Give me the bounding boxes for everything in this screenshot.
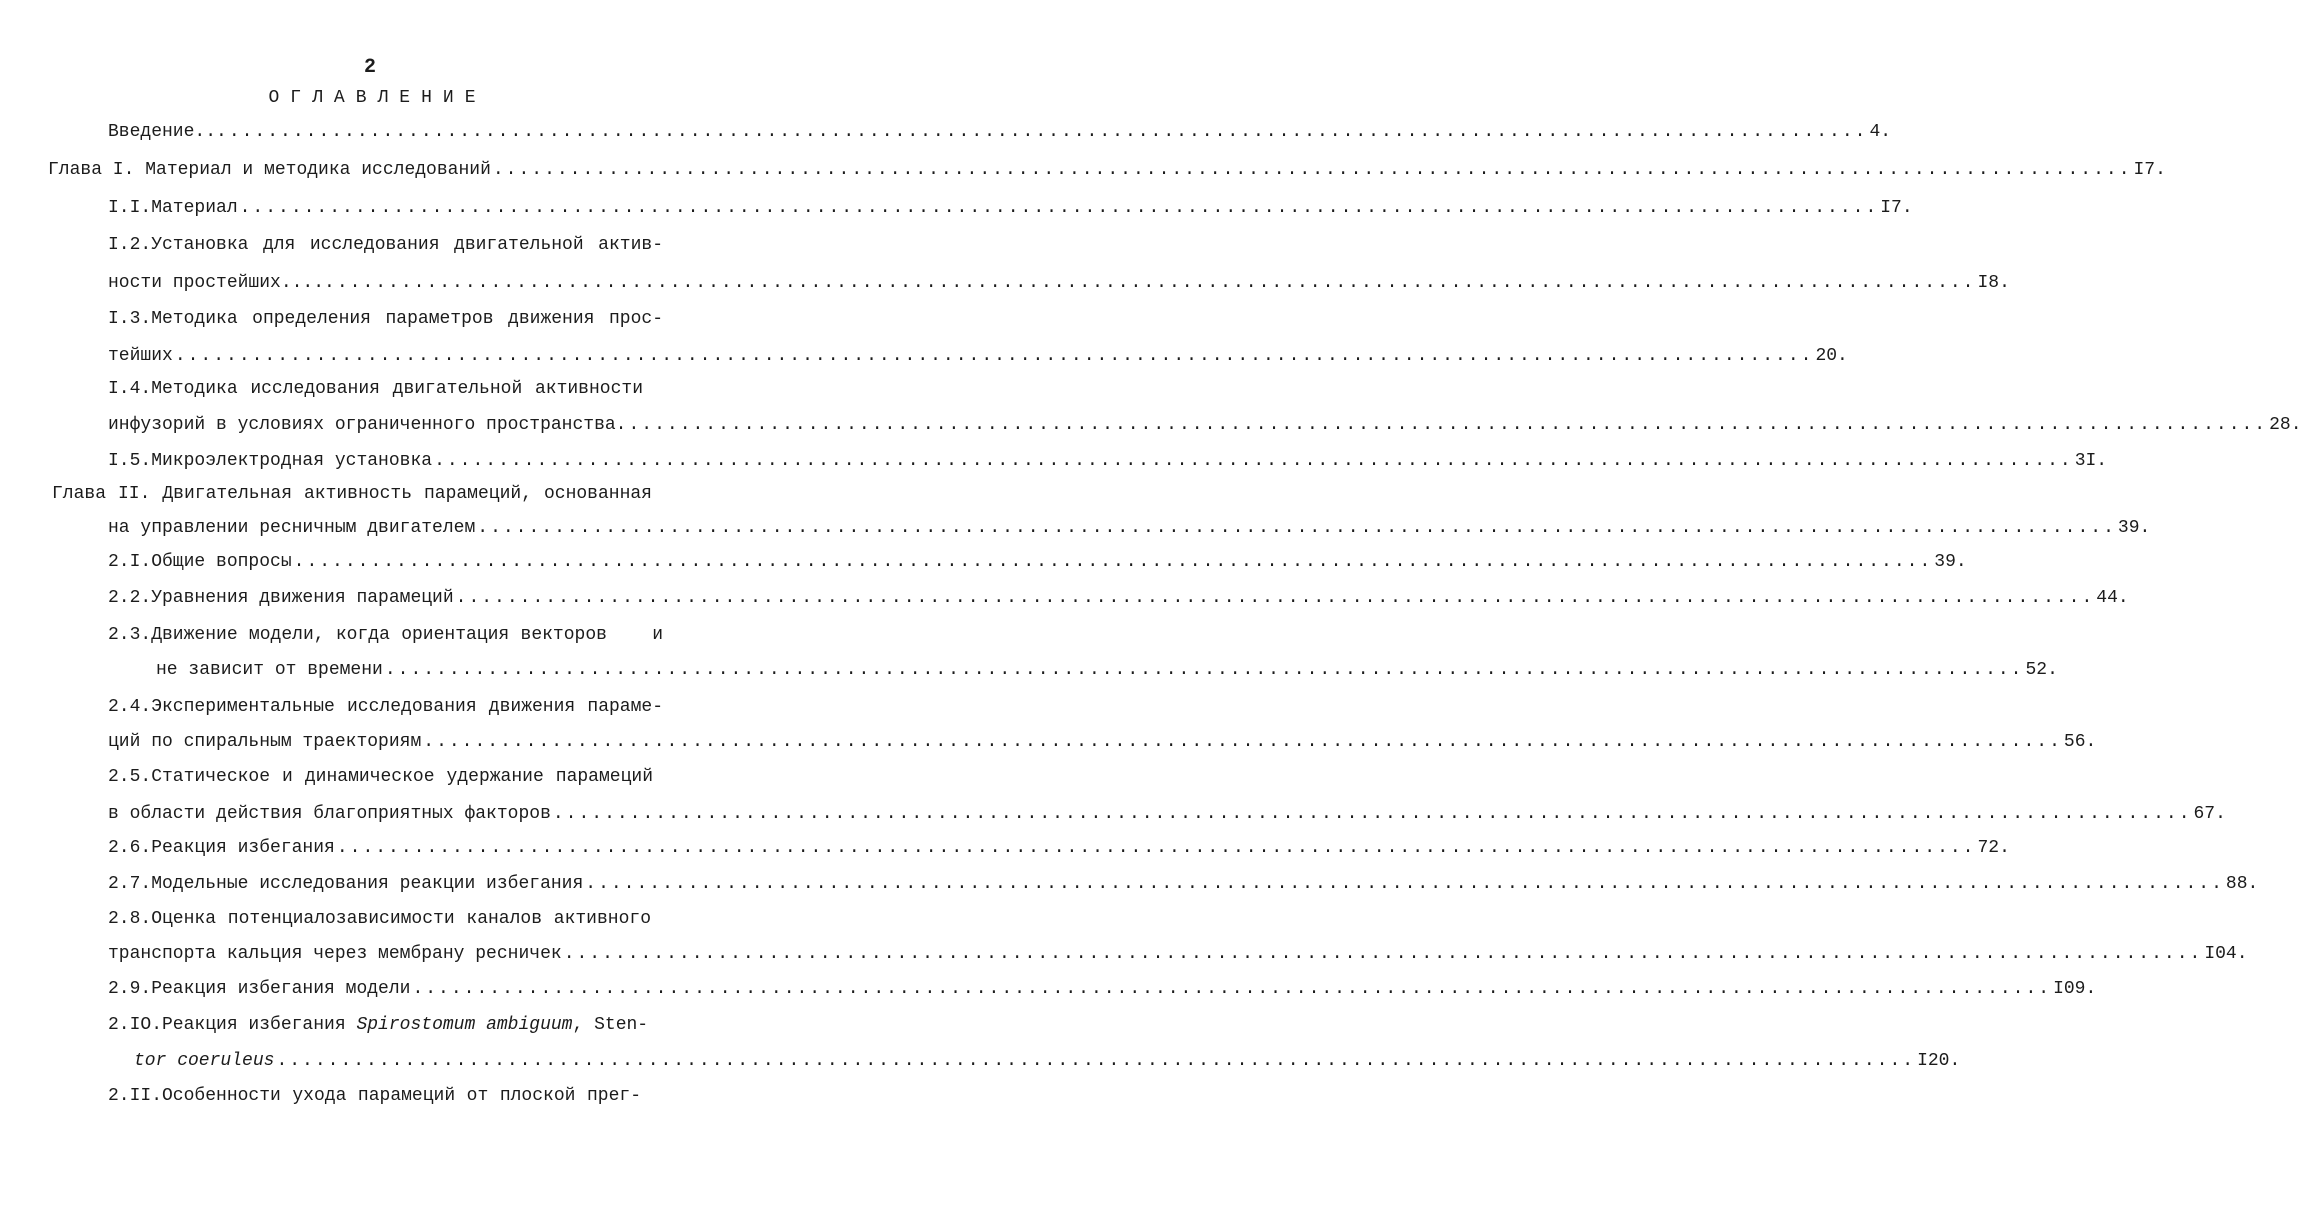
toc-entry-1-2-cont[interactable] [108, 265, 2010, 301]
dot-leader: ................................................................................................................................ [434, 451, 2073, 471]
toc-entry-2-11[interactable] [108, 1078, 641, 1114]
toc-entry-page: I20. [1917, 1051, 1961, 1071]
toc-entry-title: I.2.Установка для исследования двигательной актив- [108, 235, 663, 255]
toc-entry-1-3-cont[interactable] [108, 338, 1848, 374]
toc-entry-title: 2.7.Модельные исследования реакции избегания [108, 874, 584, 894]
toc-entry-page: I7. [2133, 160, 2166, 180]
toc-entry-title: 2.I.Общие вопросы [108, 552, 292, 572]
toc-entry-title: Введение... [108, 122, 227, 142]
toc-entry-title: I.4.Методика исследования двигательной активности [108, 379, 643, 399]
toc-entry-title: 2.3.Движение модели, когда ориентация векторов и [108, 625, 663, 645]
toc-entry-1-1[interactable] [108, 190, 1913, 226]
toc-entry-2-2[interactable] [108, 580, 2129, 616]
toc-entry-2-6[interactable] [108, 830, 2010, 866]
toc-entry-2-10[interactable] [108, 1007, 653, 1043]
toc-entry-title: 2.6.Реакция избегания [108, 838, 335, 858]
toc-entry-title: I.5.Микроэлектродная установка [108, 451, 433, 471]
dot-leader: ................................................................................................................................ [492, 160, 2132, 180]
toc-entry-title: 2.2.Уравнения движения парамеций [108, 588, 454, 608]
toc-entry-title: 2.9.Реакция избегания модели [108, 979, 411, 999]
toc-heading: ОГЛАВЛЕНИЕ [268, 88, 487, 108]
dot-leader: ................................................................................................................................ [585, 874, 2224, 894]
dot-leader: ................................................................................................................................ [239, 198, 1879, 218]
toc-entry-1-3[interactable] [108, 301, 663, 337]
dot-leader: ................................................................................................................................ [276, 1051, 1916, 1071]
toc-entry-2-5[interactable] [108, 759, 653, 795]
toc-entry-1-2[interactable] [108, 227, 663, 263]
toc-entry-title-suffix: , Sten- [572, 1015, 649, 1035]
toc-entry-2-9[interactable] [108, 971, 2097, 1007]
toc-entry-page: 4. [1869, 122, 1892, 142]
toc-entry-2-4-cont[interactable] [108, 724, 2097, 760]
toc-entry-2-4[interactable] [108, 689, 663, 725]
toc-entry-title: ций по спиральным траекториям [108, 732, 422, 752]
dot-leader: ................................................................................................................................ [455, 588, 2095, 608]
toc-entry-page: 39. [1934, 552, 1967, 572]
toc-entry-title: инфузорий в условиях ограниченного пространства. [108, 415, 627, 435]
toc-entry-1-5[interactable] [108, 443, 2108, 479]
dot-leader: ................................................................................................................................ [563, 944, 2203, 964]
page-number: 2 [363, 56, 376, 79]
dot-leader: ................................................................................................................................ [293, 552, 1933, 572]
toc-entry-title: на управлении ресничным двигателем [108, 518, 476, 538]
toc-entry-title: tor coeruleus [134, 1051, 275, 1071]
dot-leader: ................................................................................................................................ [336, 273, 1976, 293]
toc-entry-page: I09. [2053, 979, 2097, 999]
toc-entry-2-5-cont[interactable] [108, 796, 2226, 832]
toc-entry-title: тейших [108, 346, 173, 366]
toc-entry-title-prefix: 2.IО.Реакция избегания [108, 1015, 357, 1035]
toc-entry-title: 2.II.Особенности ухода парамеций от плоской прег- [108, 1086, 641, 1106]
toc-entry-2-3-cont[interactable] [156, 652, 2058, 688]
toc-entry-title: ности простейших..... [108, 273, 335, 293]
dot-leader: ................................................................................................................................ [477, 518, 2116, 538]
toc-entry-title: не зависит от времени [156, 660, 383, 680]
toc-entry-title: I.I.Материал [108, 198, 238, 218]
toc-entry-page: 44. [2096, 588, 2129, 608]
toc-entry-page: I7. [1880, 198, 1913, 218]
toc-entry-2-3[interactable] [108, 617, 663, 653]
toc-entry-intro[interactable] [108, 114, 1892, 150]
toc-entry-1-4-cont[interactable] [108, 407, 2302, 443]
toc-entry-page: 67. [2193, 804, 2226, 824]
dot-leader: ................................................................................................................................ [423, 732, 2062, 752]
dot-leader: ................................................................................................................................ [228, 122, 1868, 142]
toc-entry-chapter-2[interactable] [52, 476, 652, 512]
toc-entry-title: транспорта кальция через мембрану ресничек [108, 944, 562, 964]
dot-leader: ................................................................................................................................ [174, 346, 1814, 366]
dot-leader: ................................................................................................................................ [412, 979, 2052, 999]
toc-entry-2-1[interactable] [108, 544, 1967, 580]
toc-entry-2-8[interactable] [108, 901, 651, 937]
toc-entry-1-4[interactable] [108, 371, 643, 407]
toc-entry-page: 20. [1815, 346, 1848, 366]
toc-entry-page: 28. [2269, 415, 2302, 435]
toc-entry-page: I8. [1977, 273, 2010, 293]
dot-leader: ................................................................................................................................ [336, 838, 1976, 858]
toc-entry-page: I04. [2204, 944, 2248, 964]
toc-entry-page: 52. [2025, 660, 2058, 680]
toc-entry-title: Глава I. Материал и методика исследований [48, 160, 491, 180]
toc-entry-title-species: Spirostomum ambiguum [356, 1015, 573, 1035]
toc-entry-title: 2.4.Экспериментальные исследования движения параме- [108, 697, 663, 717]
toc-entry-page: 39. [2117, 518, 2151, 538]
toc-entry-title: 2.5.Статическое и динамическое удержание парамеций [108, 767, 653, 787]
toc-entry-title: в области действия благоприятных факторов [108, 804, 551, 824]
toc-entry-2-8-cont[interactable] [108, 936, 2248, 972]
dot-leader: ................................................................................................................................ [384, 660, 2024, 680]
dot-leader: ................................................................................................................................ [628, 415, 2268, 435]
toc-entry-chapter-2-cont[interactable] [108, 510, 2151, 546]
toc-entry-title: I.3.Методика определения параметров движения прос- [108, 309, 663, 329]
toc-entry-title: 2.8.Оценка потенциалозависимости каналов активного [108, 909, 651, 929]
toc-entry-page: 3I. [2074, 451, 2108, 471]
toc-entry-2-10-cont[interactable] [134, 1043, 1961, 1079]
toc-entry-page: 88. [2225, 874, 2259, 894]
toc-entry-title: Глава II. Двигательная активность парамеций, основанная [52, 484, 652, 504]
toc-entry-2-7[interactable] [108, 866, 2259, 902]
dot-leader: ................................................................................................................................ [552, 804, 2192, 824]
toc-entry-page: 72. [1977, 838, 2010, 858]
toc-entry-chapter-1[interactable] [48, 152, 2166, 188]
toc-entry-page: 56. [2063, 732, 2097, 752]
